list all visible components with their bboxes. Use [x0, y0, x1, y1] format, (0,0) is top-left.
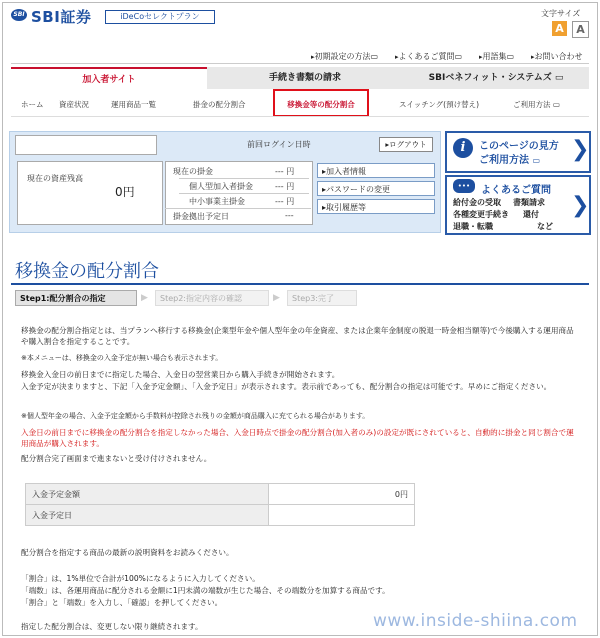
employer-contribution-label: 中小事業主掛金: [189, 197, 245, 206]
sbi-logo-text[interactable]: SBI証券: [31, 8, 92, 26]
plan-label: iDeCoセレクトプラン: [105, 10, 215, 24]
external-window-icon: ▭: [552, 100, 560, 109]
chevron-right-icon: ❯: [571, 137, 590, 162]
warning-paragraph: 入金日の前日までに移換金の配分割合を指定しなかった場合、入金日時点で掛金の配分割合(加入者のみ)の設定が既にされていると、自動的に掛金と同じ割合で運用商品が購入されます。: [21, 428, 574, 448]
balance-value: 0円: [115, 185, 135, 199]
subnav-home[interactable]: ホーム: [21, 100, 44, 109]
individual-contribution-label: 個人型加入者掛金: [189, 182, 253, 191]
faq-item[interactable]: 書類請求: [513, 198, 545, 207]
title-underline: [11, 283, 589, 285]
chevron-right-icon: ▸: [322, 167, 327, 176]
balance-box: [17, 161, 163, 225]
subnav-products[interactable]: 運用商品一覧: [111, 100, 156, 109]
util-link-contact[interactable]: ▸お問い合わせ: [531, 52, 583, 61]
header-divider: [11, 63, 589, 64]
subnav-usage[interactable]: ご利用方法 ▭: [513, 100, 560, 109]
info-paragraph: 入金予定が決まりますと、下記「入金予定金額」、「入金予定日」が表示されます。表示前であっても、配分割合の指定は可能です。早めにご指定ください。: [21, 382, 552, 391]
subnav-contribution-ratio[interactable]: 掛金の配分割合: [193, 100, 246, 109]
font-size-small-button[interactable]: A: [572, 21, 589, 38]
employer-contribution-value: --- 円: [275, 197, 295, 206]
table-row: [26, 484, 415, 505]
divider: [165, 208, 311, 209]
chevron-right-icon: ▸: [531, 53, 535, 61]
external-window-icon: ▭: [532, 156, 541, 165]
balance-label: 現在の資産残高: [27, 174, 83, 183]
page-frame: [2, 2, 598, 636]
info-paragraph: 移換金入金日の前日までに指定した場合、入金日の翌営業日から購入手続きが開始されます。: [21, 370, 340, 379]
faq-item[interactable]: 各種変更手続き: [453, 210, 509, 219]
external-window-icon: ▭: [454, 52, 463, 61]
member-info-button[interactable]: ▸加入者情報: [317, 163, 435, 178]
last-login-label: 前回ログイン日時: [247, 140, 311, 149]
note-paragraph: ※個人型年金の場合、入金予定金額から手数料が控除され残りの金額が商品購入に充てられる場合があります。: [21, 412, 370, 420]
watermark: www.inside-shiina.com: [373, 611, 578, 631]
faq-title: よくあるご質問: [481, 185, 551, 196]
faq-item: など: [537, 222, 553, 231]
info-paragraph: 「割合」は、1%単位で合計が100%になるように入力してください。: [21, 574, 260, 583]
info-paragraph: 「割合」と「端数」を入力し、「確認」を押してください。: [21, 598, 223, 607]
logout-button[interactable]: ▸ログアウト: [379, 137, 433, 152]
chevron-right-icon: ▸: [385, 140, 390, 149]
intro-paragraph: 移換金の配分割合指定とは、当プランへ移行する移換金(企業型年金や個人型年金の年金資産、または企業年金制度の脱退一時金相当額等)で今後購入する運用商品や購入割合を指定することです。: [21, 326, 574, 346]
external-window-icon: ▭: [506, 52, 515, 61]
deposit-date-value: [269, 505, 415, 526]
step-arrow-icon: ▶: [141, 293, 148, 303]
individual-contribution-value: --- 円: [275, 182, 295, 191]
external-window-icon: ▭: [554, 73, 564, 83]
deduction-date-value: ---: [285, 211, 294, 220]
deposit-amount-label: 入金予定金額: [26, 484, 269, 505]
tab-document-request[interactable]: 手続き書類の請求: [207, 67, 403, 89]
chevron-right-icon: ▸: [311, 53, 315, 61]
table-row: [26, 505, 415, 526]
step-2: Step2:指定内容の確認: [155, 290, 269, 306]
divider: [179, 193, 309, 194]
chevron-right-icon: ▸: [322, 203, 327, 212]
font-size-label: 文字サイズ: [541, 9, 581, 18]
chevron-right-icon: ▸: [322, 185, 327, 194]
font-size-large-button[interactable]: A: [552, 21, 567, 36]
page-guide-title: このページの見方: [479, 141, 559, 152]
faq-item[interactable]: 給付金の受取: [453, 198, 501, 207]
transaction-history-button[interactable]: ▸取引履歴等: [317, 199, 435, 214]
util-link-faq[interactable]: ▸よくあるご質問▭: [395, 52, 463, 61]
account-name-field: [15, 135, 157, 155]
step-3: Step3:完了: [287, 290, 357, 306]
subnav-divider: [11, 116, 589, 117]
page-title: 移換金の配分割合: [15, 261, 159, 282]
step-1: Step1:配分割合の指定: [15, 290, 137, 306]
info-paragraph: 配分割合完了画面まで進まないと受け付けされません。: [21, 454, 212, 463]
deposit-table: [25, 483, 415, 526]
info-icon: i: [453, 138, 473, 158]
contribution-label: 現在の掛金: [173, 167, 213, 176]
deduction-date-label: 掛金拠出予定日: [173, 212, 229, 221]
tab-sbi-benefit-systems[interactable]: SBIベネフィット・システムズ ▭: [403, 67, 589, 89]
util-link-glossary[interactable]: ▸用語集▭: [479, 52, 515, 61]
chevron-right-icon: ❯: [571, 193, 590, 218]
info-paragraph: 「端数」は、各運用商品に配分される金額に1円未満の端数が生じた場合、その端数分を加算する商品です。: [21, 586, 390, 595]
change-password-button[interactable]: ▸パスワードの変更: [317, 181, 435, 196]
sbi-logo-badge: SBI: [11, 9, 27, 21]
usage-guide-title: ご利用方法 ▭: [479, 155, 541, 166]
contribution-value: --- 円: [275, 167, 295, 176]
faq-item[interactable]: 退職・転職: [453, 222, 493, 231]
util-link-setup[interactable]: ▸初期設定の方法▭: [311, 52, 379, 61]
divider: [179, 178, 309, 179]
info-paragraph: 配分割合を指定する商品の最新の説明資料をお読みください。: [21, 548, 234, 557]
info-paragraph: 指定した配分割合は、変更しない限り継続されます。: [21, 622, 203, 631]
note-paragraph: ※本メニューは、移換金の入金予定が無い場合も表示されます。: [21, 354, 223, 362]
deposit-date-label: 入金予定日: [26, 505, 269, 526]
subnav-assets[interactable]: 資産状況: [59, 100, 89, 109]
subnav-transfer-ratio[interactable]: 移換金等の配分割合: [273, 89, 369, 117]
deposit-amount-value: 0円: [269, 484, 415, 505]
tab-member-site[interactable]: 加入者サイト: [11, 67, 207, 91]
subnav-switching[interactable]: スイッチング(預け替え): [399, 100, 480, 109]
chevron-right-icon: ▸: [395, 53, 399, 61]
chat-bubble-icon: •••: [453, 179, 475, 193]
external-window-icon: ▭: [370, 52, 379, 61]
step-arrow-icon: ▶: [273, 293, 280, 303]
chevron-right-icon: ▸: [479, 53, 483, 61]
faq-item[interactable]: 還付: [523, 210, 539, 219]
